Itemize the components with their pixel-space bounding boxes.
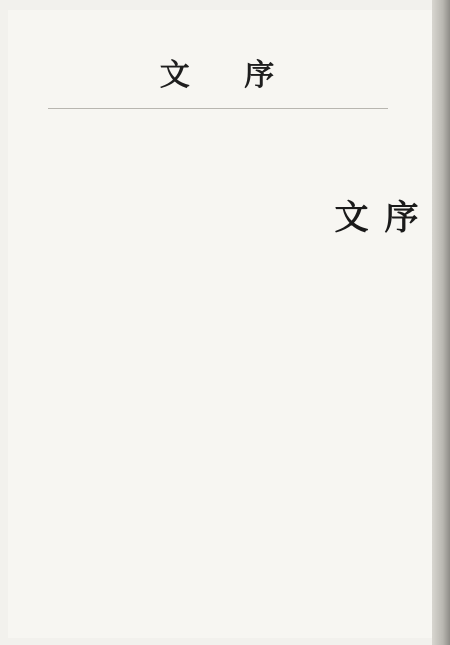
text-column — [163, 90, 172, 610]
text-column — [78, 90, 87, 130]
text-column — [282, 90, 291, 610]
text-column — [299, 90, 308, 610]
text-column — [69, 90, 78, 130]
text-column — [95, 90, 104, 610]
text-column — [120, 90, 129, 610]
text-column — [307, 90, 316, 610]
text-column — [171, 90, 180, 610]
text-column — [205, 90, 214, 610]
text-column — [112, 90, 121, 610]
text-column — [231, 90, 240, 610]
text-column — [86, 90, 95, 610]
text-column — [222, 90, 231, 610]
text-column — [146, 90, 155, 610]
text-column — [273, 90, 282, 610]
text-column — [324, 90, 333, 610]
document-page — [8, 10, 432, 638]
body-text — [44, 90, 358, 610]
text-column — [180, 90, 189, 610]
text-column — [197, 90, 206, 610]
text-column — [341, 90, 350, 610]
text-column — [333, 90, 342, 610]
text-column — [350, 90, 359, 610]
text-column — [316, 90, 325, 610]
text-column — [256, 90, 265, 610]
text-column — [239, 90, 248, 610]
text-column — [129, 90, 138, 610]
text-column — [248, 90, 257, 610]
scan-edge — [432, 0, 450, 645]
text-column — [188, 90, 197, 610]
text-column — [265, 90, 274, 610]
text-column — [290, 90, 299, 610]
signature-block — [360, 310, 372, 440]
text-column — [214, 90, 223, 610]
side-title: 序 文 — [328, 199, 418, 251]
text-column — [137, 90, 146, 610]
text-column — [103, 90, 112, 610]
page-head-title: 文 序 — [159, 58, 297, 93]
text-column — [154, 90, 163, 610]
